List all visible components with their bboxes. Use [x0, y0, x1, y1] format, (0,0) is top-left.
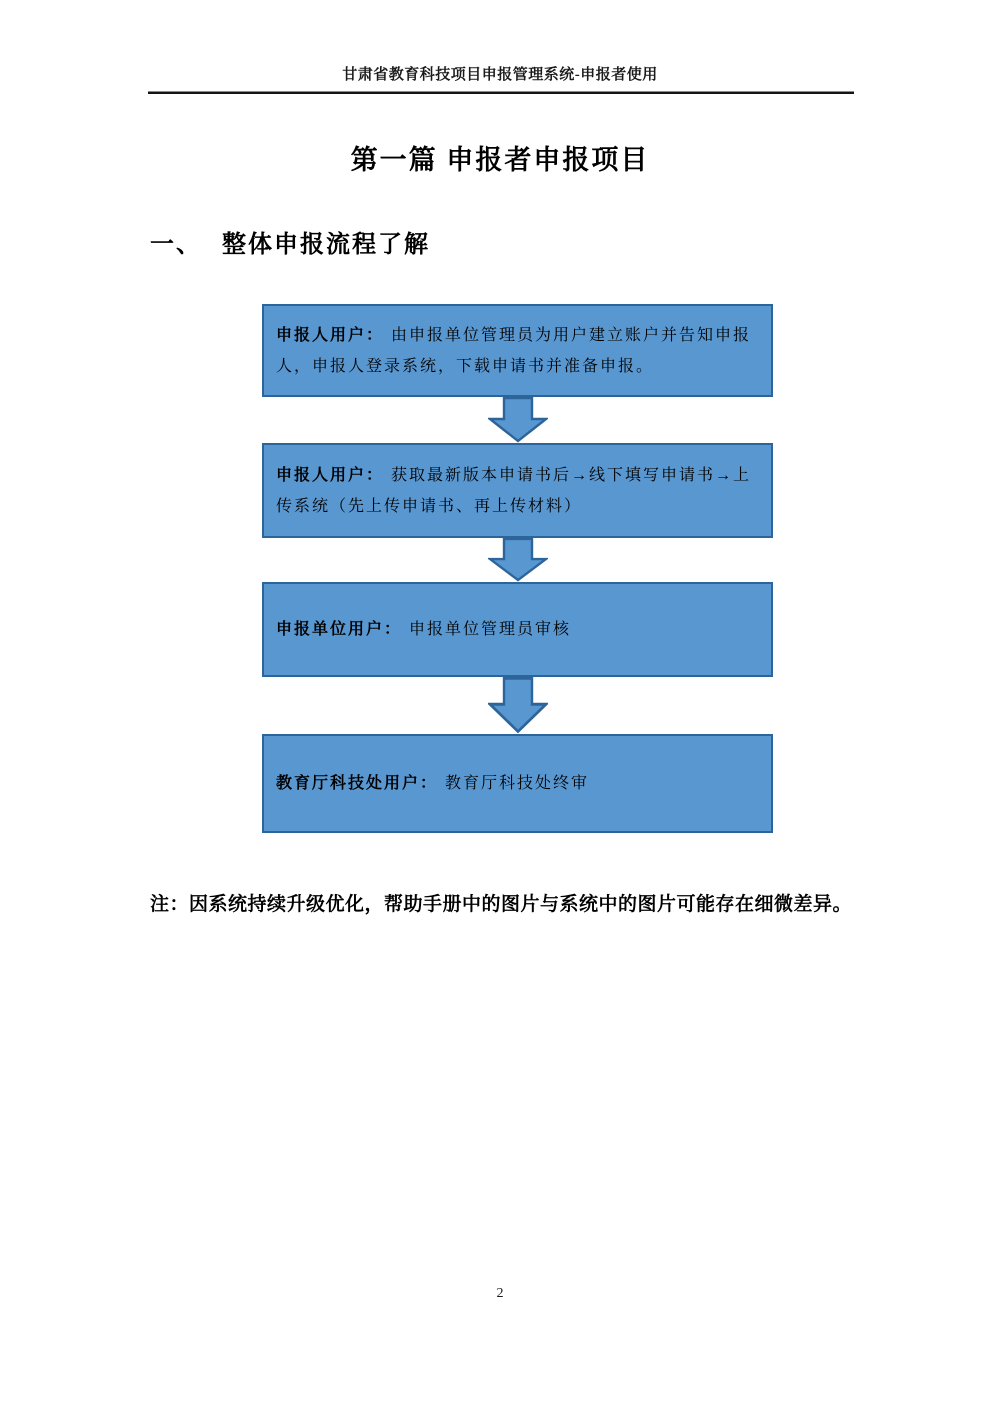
flow-box-description: 获取最新版本申请书后→线下填写申请书→上传系统（先上传申请书、再上传材料）	[276, 466, 752, 515]
flow-box-role-label: 教育厅科技处用户：	[276, 775, 439, 792]
section-number: 一、	[150, 232, 202, 258]
flow-box-final-review	[262, 734, 773, 833]
flow-box-description: 申报单位管理员审核	[409, 621, 572, 638]
flow-box-role-label: 申报人用户：	[276, 466, 385, 484]
flow-box-text	[264, 320, 771, 382]
section-heading	[150, 224, 430, 259]
section-title: 整体申报流程了解	[222, 232, 430, 258]
flow-box-text	[264, 460, 771, 522]
flowchart	[262, 304, 773, 833]
flow-box-unit-review	[262, 582, 773, 677]
down-arrow-icon	[488, 397, 548, 443]
flow-box-description: 教育厅科技处终审	[445, 775, 590, 792]
flow-box-role-label: 申报人用户：	[276, 326, 385, 344]
header-rule	[148, 92, 854, 94]
flow-box-description: 由申报单位管理员为用户建立账户并告知申报人，申报人登录系统，下载申请书并准备申报。	[276, 326, 752, 375]
running-header-text: 甘肃省教育科技项目申报管理系统-申报者使用	[342, 67, 658, 83]
page-title: 第一篇 申报者申报项目	[350, 145, 650, 175]
flow-box-role-label: 申报单位用户：	[276, 621, 403, 638]
page-number: 2	[496, 1286, 504, 1301]
flow-box-applicant-account	[262, 304, 773, 397]
flow-box-text	[264, 768, 601, 799]
flow-box-text	[264, 614, 583, 645]
note-text: 注：因系统持续升级优化，帮助手册中的图片与系统中的图片可能存在细微差异。	[150, 894, 853, 915]
flow-box-applicant-upload	[262, 443, 773, 538]
down-arrow-icon	[488, 677, 548, 734]
down-arrow-icon	[488, 538, 548, 582]
